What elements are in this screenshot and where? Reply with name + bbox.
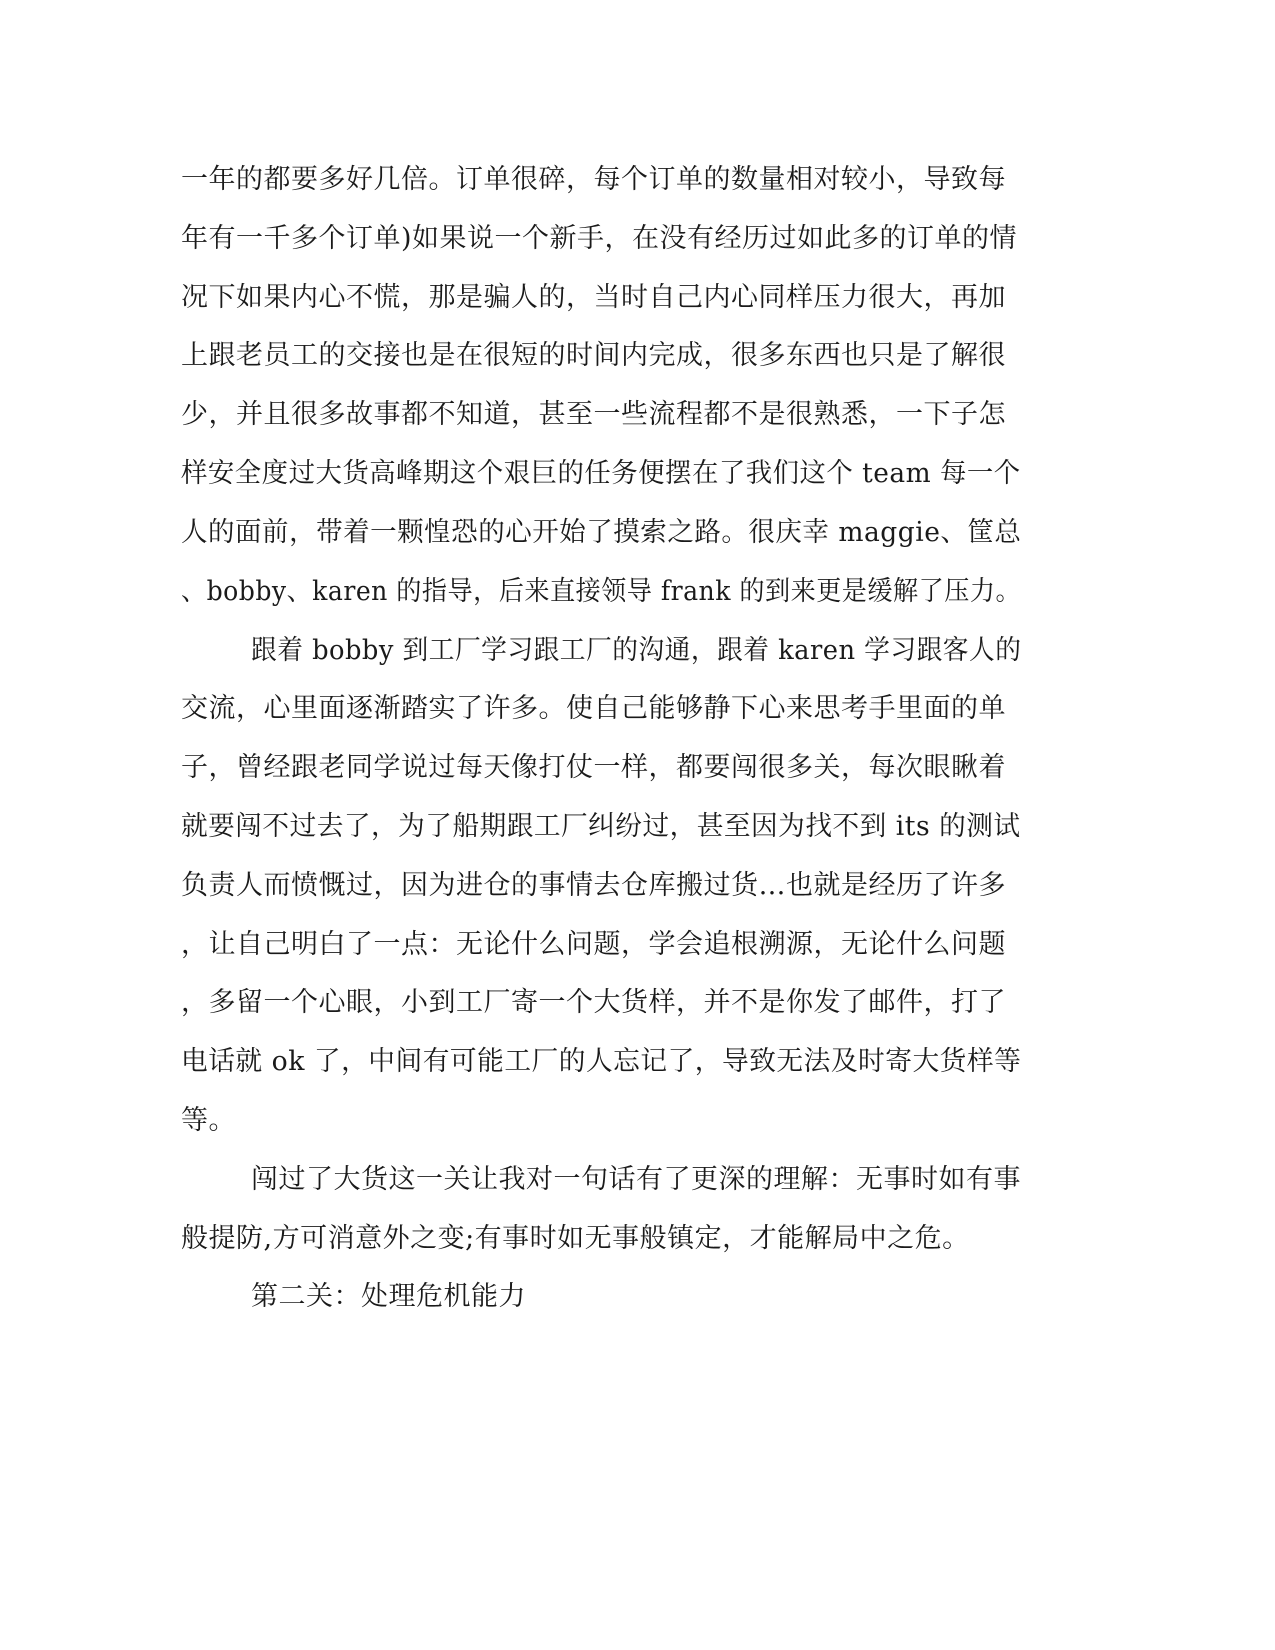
text-line-14: ，让自己明白了一点：无论什么问题，学会追根溯源，无论什么问题 [181, 929, 1006, 960]
text-line-9: 跟着 bobby 到工厂学习跟工厂的沟通，跟着 karen 学习跟客人的 [251, 635, 1022, 666]
text-line-3: 况下如果内心不慌，那是骗人的，当时自己内心同样压力很大，再加 [181, 282, 1006, 313]
text-line-1: 一年的都要多好几倍。订单很碎，每个订单的数量相对较小，导致每 [181, 164, 1006, 195]
text-line-8: 、bobby、karen 的指导，后来直接领导 frank 的到来更是缓解了压力。 [181, 576, 1022, 607]
text-line-12: 就要闯不过去了，为了船期跟工厂纠纷过，甚至因为找不到 its 的测试 [181, 811, 1021, 842]
text-line-2: 年有一千多个订单)如果说一个新手，在没有经历过如此多的订单的情 [181, 223, 1018, 254]
text-line-6: 样安全度过大货高峰期这个艰巨的任务便摆在了我们这个 team 每一个 [181, 458, 1021, 489]
text-line-15: ，多留一个心眼，小到工厂寄一个大货样，并不是你发了邮件，打了 [181, 987, 1006, 1018]
text-line-19: 般提防,方可消意外之变;有事时如无事般镇定，才能解局中之危。 [181, 1223, 970, 1254]
text-line-4: 上跟老员工的交接也是在很短的时间内完成，很多东西也只是了解很 [181, 340, 1006, 371]
text-line-7: 人的面前，带着一颗惶恐的心开始了摸索之路。很庆幸 maggie、筐总 [181, 517, 1022, 548]
text-line-11: 子，曾经跟老同学说过每天像打仗一样，都要闯很多关，每次眼瞅着 [181, 752, 1006, 783]
text-line-18: 闯过了大货这一关让我对一句话有了更深的理解：无事时如有事 [251, 1164, 1021, 1195]
text-line-17: 等。 [181, 1105, 236, 1136]
text-line-16: 电话就 ok 了，中间有可能工厂的人忘记了，导致无法及时寄大货样等 [181, 1046, 1022, 1077]
text-line-10: 交流，心里面逐渐踏实了许多。使自己能够静下心来思考手里面的单 [181, 693, 1006, 724]
text-line-5: 少，并且很多故事都不知道，甚至一些流程都不是很熟悉，一下子怎 [181, 399, 1006, 430]
section-heading: 第二关：处理危机能力 [251, 1281, 526, 1312]
text-line-13: 负责人而愤慨过，因为进仓的事情去仓库搬过货…也就是经历了许多 [181, 870, 1006, 901]
